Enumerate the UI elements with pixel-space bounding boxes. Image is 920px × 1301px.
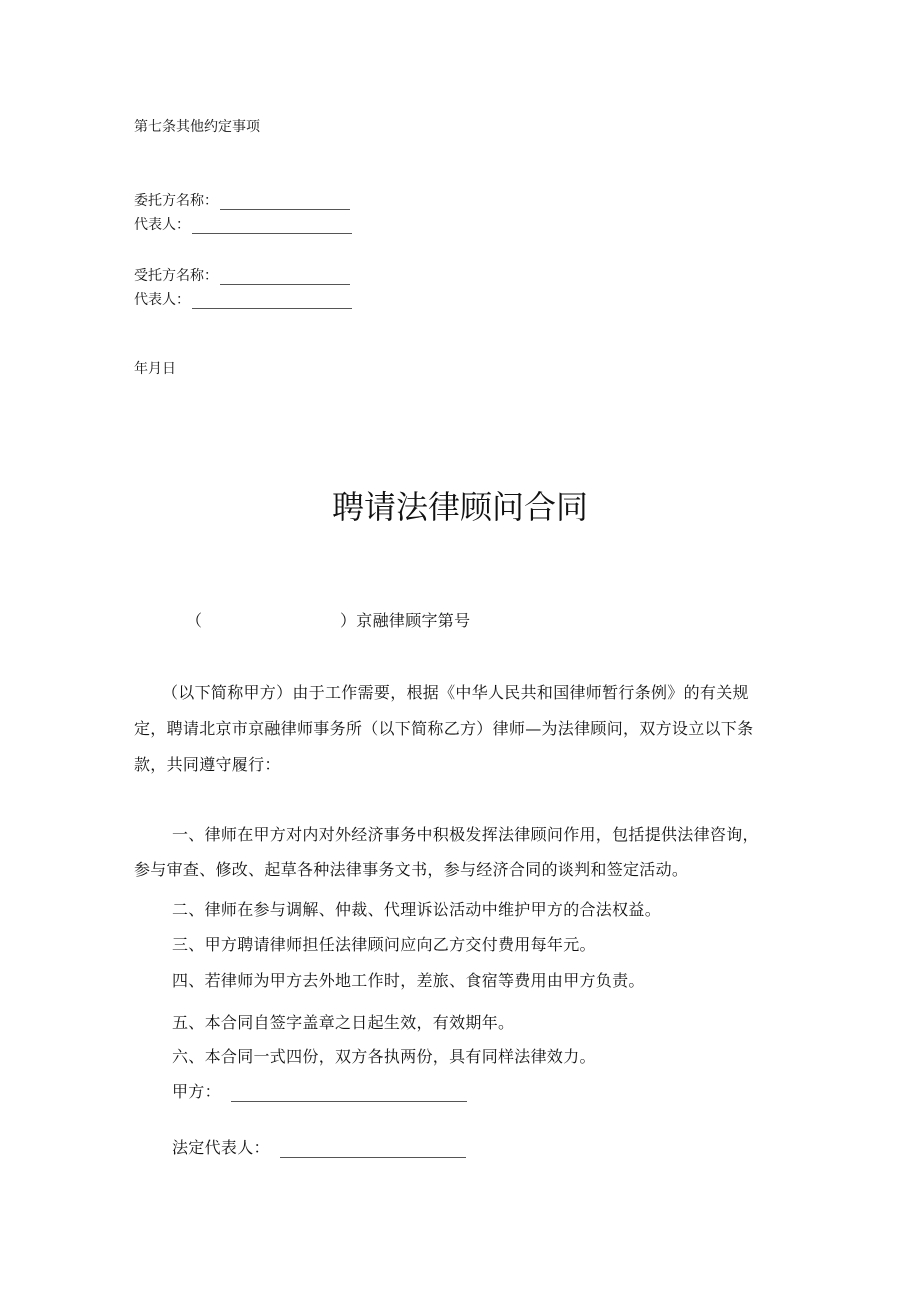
client-name-row (134, 190, 350, 210)
party-a-row (172, 1079, 467, 1102)
contract-title: 聘请法律顾问合同 (331, 488, 588, 526)
client-name-label: 委托方名称： (134, 193, 218, 209)
party-a-blank[interactable] (231, 1100, 467, 1102)
clause-1-line-1: 一、律师在甲方对内对外经济事务中积极发挥法律顾问作用，包括提供法律咨询， (172, 825, 759, 844)
clause-3: 三、甲方聘请律师担任法律顾问应向乙方交付费用每年元。 (172, 935, 596, 954)
intro-line-1: （以下简称甲方）由于工作需要，根据《中华人民共和国律师暂行条例》的有关规 (162, 683, 749, 702)
legal-rep-row (172, 1135, 466, 1158)
intro-line-2: 定，聘请北京市京融律师事务所（以下简称乙方）律师—为法律顾问，双方设立以下条 (134, 719, 754, 738)
agent-name-label: 受托方名称： (134, 268, 218, 284)
agent-rep-blank[interactable] (192, 307, 352, 309)
agent-name-blank[interactable] (220, 283, 350, 285)
client-rep-label: 代表人： (134, 217, 190, 233)
client-rep-row (134, 214, 352, 234)
clause-5: 五、本合同自签字盖章之日起生效，有效期年。 (172, 1013, 515, 1032)
clause-4: 四、若律师为甲方去外地工作时，差旅、食宿等费用由甲方负责。 (172, 971, 645, 990)
agent-rep-row (134, 289, 352, 309)
legal-rep-label: 法定代表人： (172, 1138, 270, 1157)
contract-number: ）京融律顾字第号 (340, 611, 471, 630)
clause-2: 二、律师在参与调解、仲裁、代理诉讼活动中维护甲方的合法权益。 (172, 900, 662, 919)
agent-rep-label: 代表人： (134, 292, 190, 308)
clause-6: 六、本合同一式四份，双方各执两份，具有同样法律效力。 (172, 1047, 596, 1066)
date-line: 年月日 (134, 361, 176, 377)
client-name-blank[interactable] (220, 208, 350, 210)
legal-rep-blank[interactable] (280, 1156, 466, 1158)
clause-1-line-2: 参与审查、修改、起草各种法律事务文书，参与经济合同的谈判和签定活动。 (134, 860, 689, 879)
section-heading: 第七条其他约定事项 (134, 119, 260, 135)
party-a-label: 甲方： (172, 1082, 221, 1101)
intro-line-3: 款，共同遵守履行： (134, 755, 281, 774)
contract-number-open: （ (186, 611, 203, 630)
client-rep-blank[interactable] (192, 232, 352, 234)
agent-name-row (134, 265, 350, 285)
